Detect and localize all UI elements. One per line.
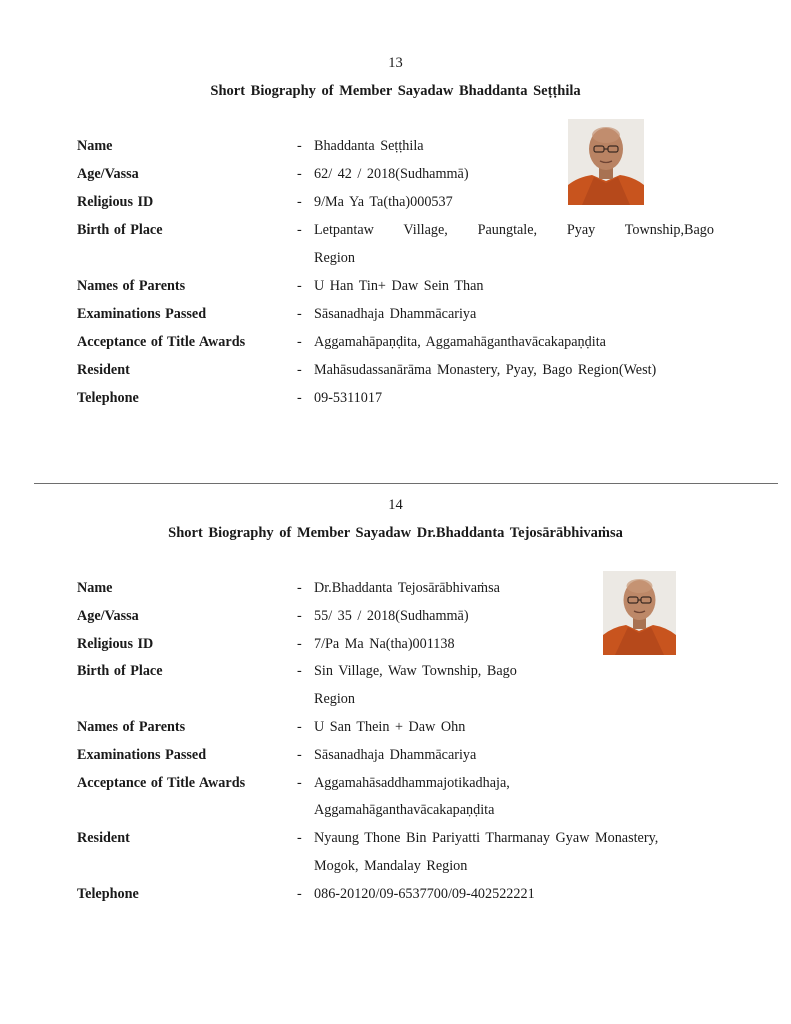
field-separator: - (297, 580, 302, 596)
field-label: Names of Parents (77, 278, 186, 294)
field-value: Sin Village, Waw Township, Bago (314, 663, 517, 680)
field-value: Mogok, Mandalay Region (314, 857, 468, 874)
field-value: 62/ 42 / 2018(Sudhammā) (314, 166, 469, 182)
field-separator: - (297, 719, 302, 735)
section-divider (34, 483, 778, 484)
field-label: Examinations Passed (77, 746, 207, 763)
field-row (0, 719, 791, 741)
field-separator: - (297, 334, 302, 350)
field-separator: - (297, 194, 302, 210)
field-row (0, 306, 791, 328)
field-value: Nyaung Thone Bin Pariyatti Tharmanay Gyaw Monastery, (314, 830, 659, 847)
field-separator: - (297, 306, 302, 322)
bio-13-portrait-photo (568, 119, 644, 205)
field-separator: - (297, 746, 302, 763)
field-row (0, 774, 791, 819)
field-value: Letpantaw Village, Paungtale, Pyay Township,Bago (314, 222, 714, 238)
field-label: Age/Vassa (77, 607, 139, 624)
field-value: 9/Ma Ya Ta(tha)000537 (314, 194, 453, 210)
field-value: 7/Pa Ma Na(tha)001138 (314, 635, 455, 652)
field-value: 09-5311017 (314, 390, 383, 406)
field-row (0, 390, 791, 412)
field-row (0, 278, 791, 300)
field-value: U San Thein + Daw Ohn (314, 719, 466, 735)
field-separator: - (297, 138, 302, 154)
monk-portrait-icon (568, 119, 644, 205)
field-label: Birth of Place (77, 222, 163, 238)
field-separator: - (297, 362, 302, 378)
field-label: Acceptance of Title Awards (77, 774, 246, 791)
field-row (0, 222, 791, 266)
field-value: Mahāsudassanārāma Monastery, Pyay, Bago Region(West) (314, 362, 657, 378)
field-separator: - (297, 663, 302, 680)
field-value: Dr.Bhaddanta Tejosārābhivaṁsa (314, 580, 500, 596)
field-row (0, 194, 791, 216)
field-value: 086-20120/09-6537700/09-402522221 (314, 885, 535, 902)
field-row (0, 663, 791, 708)
field-label: Name (77, 138, 113, 154)
field-separator: - (297, 390, 302, 406)
field-row (0, 747, 791, 769)
field-value: Region (314, 250, 355, 266)
field-separator: - (297, 774, 302, 791)
field-value: Region (314, 691, 355, 708)
field-label: Religious ID (77, 194, 154, 210)
field-row (0, 334, 791, 356)
field-value: Sāsanadhaja Dhammācariya (314, 746, 477, 763)
field-value: U Han Tin+ Daw Sein Than (314, 278, 484, 294)
field-value: Aggamahāsaddhammajotikadhaja, (314, 774, 510, 791)
field-separator: - (297, 222, 302, 238)
bio-13-number: 13 (388, 55, 403, 71)
field-label: Resident (77, 830, 130, 847)
field-value: Aggamahāpaṇḍita, Aggamahāganthavācakapaṇḍita (314, 334, 606, 350)
field-row (0, 886, 791, 908)
field-value: Bhaddanta Seṭṭhila (314, 138, 424, 154)
field-row (0, 830, 791, 874)
field-label: Examinations Passed (77, 306, 207, 322)
field-label: Name (77, 580, 113, 596)
field-separator: - (297, 278, 302, 294)
field-label: Age/Vassa (77, 166, 139, 182)
field-value: 55/ 35 / 2018(Sudhammā) (314, 607, 469, 624)
field-label: Resident (77, 362, 130, 378)
field-row (0, 580, 791, 602)
field-label: Names of Parents (77, 719, 186, 735)
bio-14-number: 14 (388, 497, 403, 513)
field-row (0, 138, 791, 160)
field-separator: - (297, 885, 302, 902)
field-row (0, 636, 791, 658)
field-label: Religious ID (77, 635, 154, 652)
field-label: Acceptance of Title Awards (77, 334, 246, 350)
field-row (0, 608, 791, 630)
field-label: Birth of Place (77, 663, 163, 680)
field-label: Telephone (77, 390, 139, 406)
field-row (0, 166, 791, 188)
field-label: Telephone (77, 885, 139, 902)
field-separator: - (297, 166, 302, 182)
bio-14-title: Short Biography of Member Sayadaw Dr.Bhaddanta Tejosārābhivaṁsa (168, 525, 623, 541)
field-value: Aggamahāganthavācakapaṇḍita (314, 802, 495, 819)
bio-13-title: Short Biography of Member Sayadaw Bhaddanta Seṭṭhila (210, 83, 581, 99)
field-separator: - (297, 830, 302, 847)
field-separator: - (297, 635, 302, 652)
field-row (0, 362, 791, 384)
field-value: Sāsanadhaja Dhammācariya (314, 306, 477, 322)
field-separator: - (297, 607, 302, 624)
